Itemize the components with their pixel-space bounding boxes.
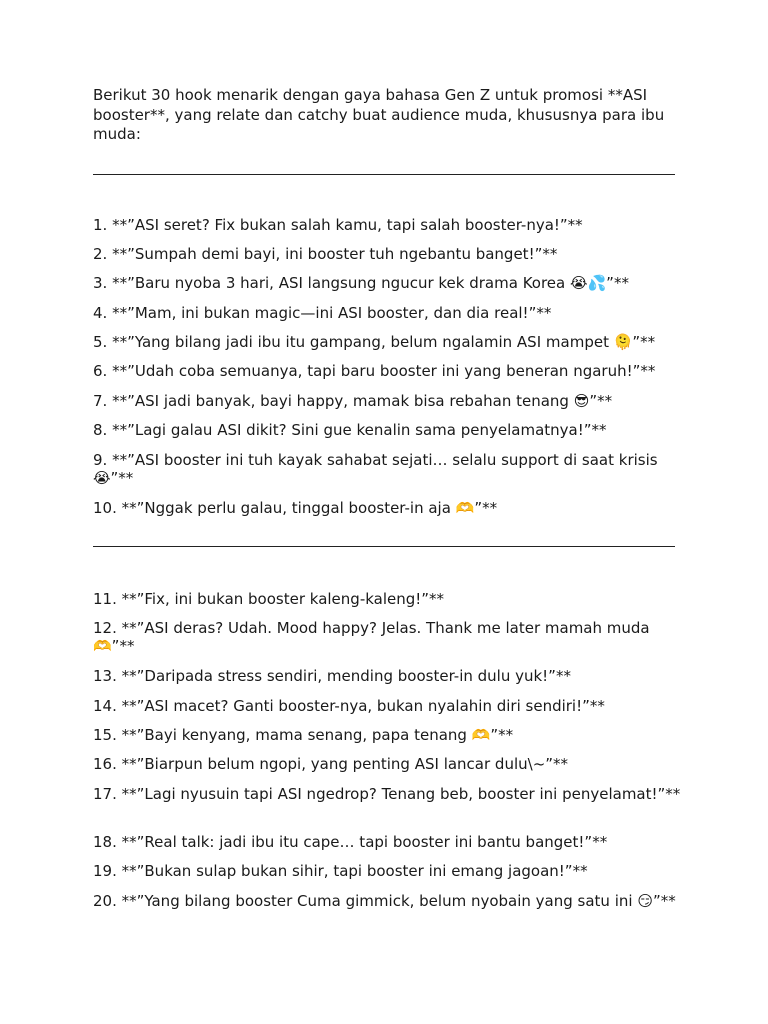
list-item: 19. **”Bukan sulap bukan sihir, tapi booster ini emang jagoan!”**: [93, 862, 588, 880]
list-item: 11. **”Fix, ini bukan booster kaleng-kaleng!”**: [93, 590, 445, 608]
list-item: 13. **”Daripada stress sendiri, mending booster-in dulu yuk!”**: [93, 667, 571, 685]
list-item: 6. **”Udah coba semuanya, tapi baru booster ini yang beneran ngaruh!”**: [93, 362, 656, 380]
list-item: 1. **”ASI seret? Fix bukan salah kamu, tapi salah booster-nya!”**: [93, 216, 583, 234]
list-item: 17. **”Lagi nyusuin tapi ASI ngedrop? Tenang beb, booster ini penyelamat!”**: [93, 785, 681, 803]
list-item: 8. **”Lagi galau ASI dikit? Sini gue kenalin sama penyelamatnya!”**: [93, 421, 607, 439]
list-item: 10. **”Nggak perlu galau, tinggal booster-in aja 🫶”**: [93, 499, 498, 517]
list-item: 15. **”Bayi kenyang, mama senang, papa tenang 🫶”**: [93, 726, 514, 744]
intro-paragraph: Berikut 30 hook menarik dengan gaya bahasa Gen Z untuk promosi **ASI booster**, yang relate dan catchy buat audience muda, khususnya para ibu muda:: [93, 86, 665, 143]
list-item: 2. **”Sumpah demi bayi, ini booster tuh ngebantu banget!”**: [93, 245, 558, 263]
list-item: 9. **”ASI booster ini tuh kayak sahabat sejati… selalu support di saat krisis 😭”**: [93, 451, 658, 487]
horizontal-divider: [93, 174, 675, 175]
list-item: 3. **”Baru nyoba 3 hari, ASI langsung ngucur kek drama Korea 😭💦”**: [93, 274, 629, 292]
list-item: 16. **”Biarpun belum ngopi, yang penting ASI lancar dulu\~”**: [93, 755, 569, 773]
list-item: 20. **”Yang bilang booster Cuma gimmick, belum nyobain yang satu ini 😏”**: [93, 892, 676, 910]
horizontal-divider: [93, 546, 675, 547]
list-item: 4. **”Mam, ini bukan magic—ini ASI booster, dan dia real!”**: [93, 304, 552, 322]
list-item: 14. **”ASI macet? Ganti booster-nya, bukan nyalahin diri sendiri!”**: [93, 697, 605, 715]
list-item: 7. **”ASI jadi banyak, bayi happy, mamak bisa rebahan tenang 😎”**: [93, 392, 613, 410]
list-item: 5. **”Yang bilang jadi ibu itu gampang, belum ngalamin ASI mampet 🫠”**: [93, 333, 656, 351]
list-item: 12. **”ASI deras? Udah. Mood happy? Jelas. Thank me later mamah muda 🫶”**: [93, 619, 650, 655]
list-item: 18. **”Real talk: jadi ibu itu cape… tapi booster ini bantu banget!”**: [93, 833, 608, 851]
